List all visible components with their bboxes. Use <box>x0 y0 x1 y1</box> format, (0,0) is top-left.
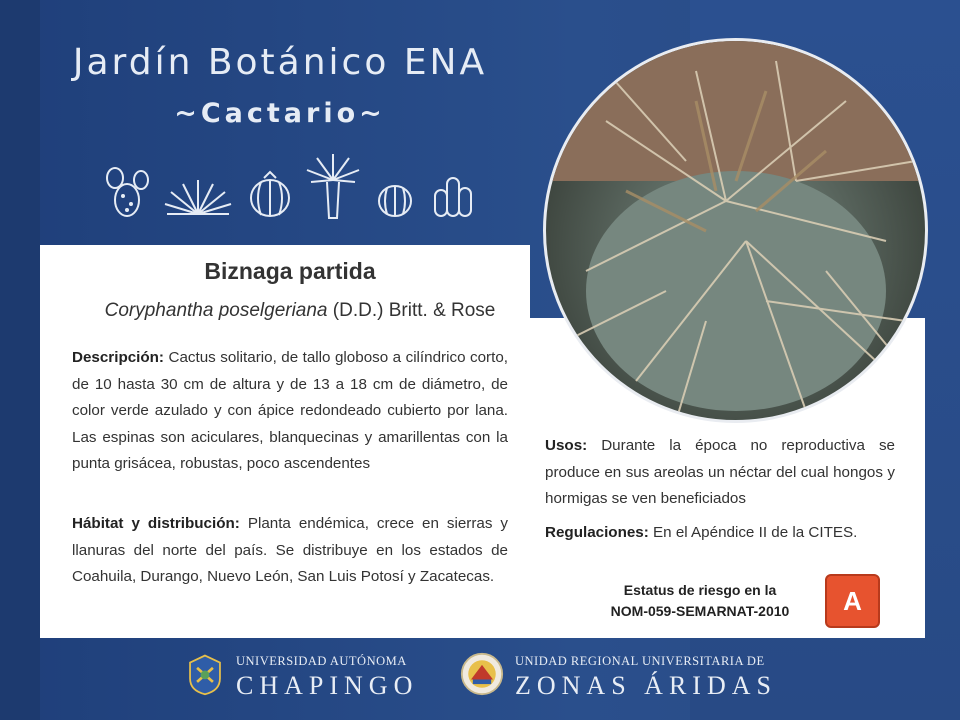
cactus-photo-illustration <box>546 41 928 423</box>
columnar-cluster-icon <box>433 176 473 218</box>
description-label: Descripción: <box>72 349 164 366</box>
uruza-name <box>515 654 777 701</box>
risk-status <box>585 580 815 622</box>
uruza-bottom-text: ZONAS ÁRIDAS <box>515 671 777 700</box>
opuntia-icon <box>105 164 151 220</box>
description-paragraph <box>72 345 508 478</box>
uruza-top-text: UNIDAD REGIONAL UNIVERSITARIA DE <box>515 654 765 668</box>
chapingo-top-text: UNIVERSIDAD AUTÓNOMA <box>236 654 407 668</box>
uruza-logo-icon <box>460 652 504 696</box>
garden-title: Jardín Botánico ENA <box>72 42 488 83</box>
uses-text: Durante la época no reproductiva se produce en sus areolas un néctar del cual hongos y hormigas se ven beneficiados <box>545 437 895 507</box>
regulations-text: En el Apéndice II de la CITES. <box>653 524 858 541</box>
chapingo-logo-icon <box>183 652 227 696</box>
scientific-name-italic: Coryphantha poselgeriana <box>104 300 328 321</box>
risk-status-line1: Estatus de riesgo en la <box>623 582 777 598</box>
barrel-cactus-icon <box>247 170 293 218</box>
species-authority: (D.D.) Britt. & Rose <box>332 300 496 321</box>
risk-status-line2: NOM-059-SEMARNAT-2010 <box>610 603 790 619</box>
uses-label: Usos: <box>545 437 588 454</box>
chapingo-name <box>236 654 418 701</box>
species-common-name: Biznaga partida <box>204 258 376 284</box>
chapingo-bottom-text: CHAPINGO <box>236 671 419 700</box>
cactus-icons-row <box>105 150 485 222</box>
species-scientific-name <box>40 300 560 322</box>
section-subtitle: ~Cactario~ <box>174 98 386 129</box>
footer <box>0 640 960 720</box>
round-cactus-icon <box>377 184 413 218</box>
habitat-text: Planta endémica, crece en sierras y llanuras del norte del país. Se distribuye en los estados de Coahuila, Durango, Nuevo León, San Luis Potosí y Zacatecas. <box>72 515 508 585</box>
uses-paragraph <box>545 433 895 513</box>
regulations-label: Regulaciones: <box>545 524 649 541</box>
cactus-photo <box>543 38 928 423</box>
agave-icon <box>163 176 233 216</box>
habitat-paragraph <box>72 511 508 591</box>
regulations-paragraph <box>545 520 905 547</box>
description-text: Cactus solitario, de tallo globoso a cilíndrico corto, de 10 hasta 30 cm de altura y de 13 a 18 cm de diámetro, de color verde azulado y con ápice redondeado cubierto por lana. Las espinas son aciculares, blanquecinas y amarillentas con la punta grisácea, robustas, poco ascendentes <box>72 349 508 472</box>
yucca-icon <box>305 150 361 220</box>
risk-category-badge: A <box>825 574 880 628</box>
habitat-label: Hábitat y distribución: <box>72 515 240 532</box>
